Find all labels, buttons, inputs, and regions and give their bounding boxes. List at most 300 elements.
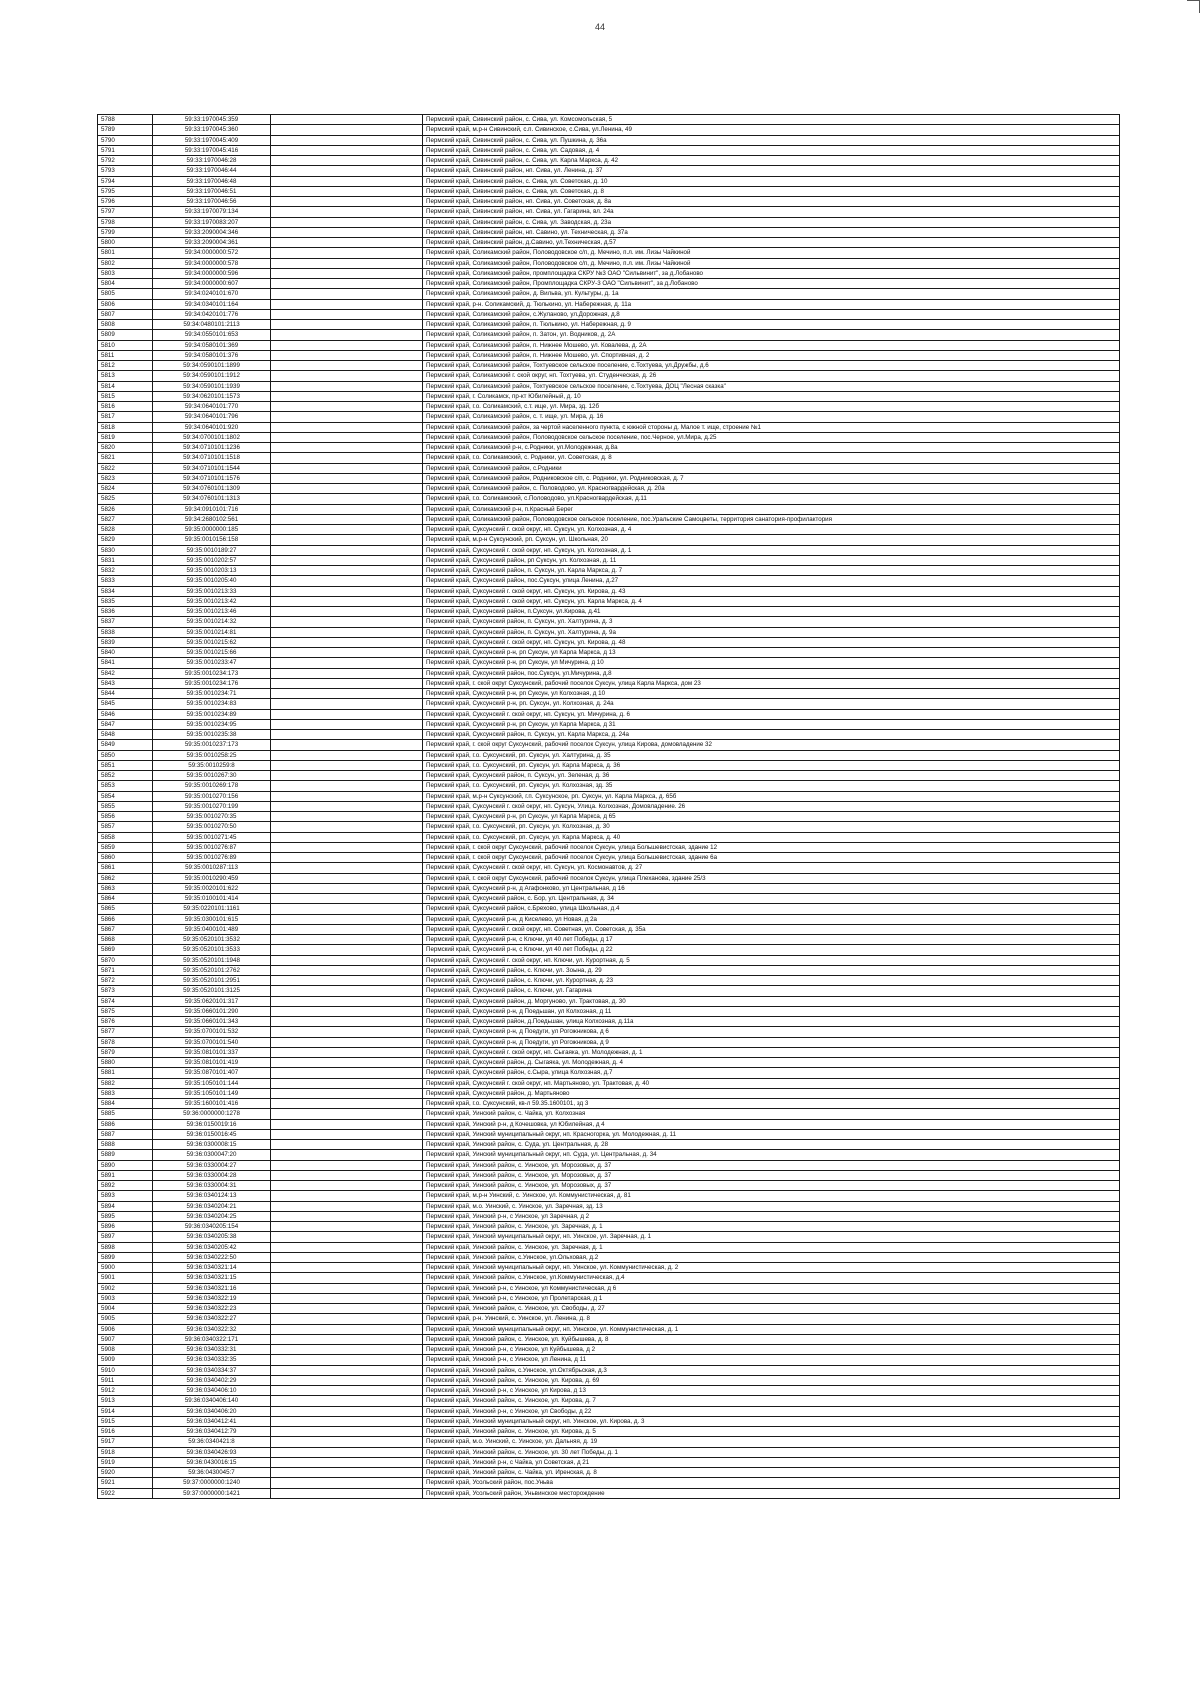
cadastral-number: 59:36:0340321:16 xyxy=(153,1283,271,1293)
table-row xyxy=(98,145,1120,155)
empty-cell xyxy=(271,1181,423,1191)
cadastral-number: 59:35:0010213:33 xyxy=(153,586,271,596)
empty-cell xyxy=(271,1406,423,1416)
cadastral-number: 59:34:0000000:578 xyxy=(153,258,271,268)
row-number: 5803 xyxy=(98,268,153,278)
cadastral-number: 59:34:2680102:561 xyxy=(153,514,271,524)
cadastral-number: 59:35:0010270:199 xyxy=(153,801,271,811)
empty-cell xyxy=(271,740,423,750)
address: Пермский край, Сивинский район, нп. Сива, ул. Советская, д. 8а xyxy=(423,197,1120,207)
cadastral-number: 59:36:0340322:19 xyxy=(153,1293,271,1303)
table-row xyxy=(98,238,1120,248)
row-number: 5893 xyxy=(98,1191,153,1201)
empty-cell xyxy=(271,371,423,381)
table-row xyxy=(98,197,1120,207)
empty-cell xyxy=(271,309,423,319)
empty-cell xyxy=(271,422,423,432)
row-number: 5921 xyxy=(98,1478,153,1488)
table-row xyxy=(98,432,1120,442)
table-row xyxy=(98,596,1120,606)
cadastral-number: 59:34:0710101:1576 xyxy=(153,473,271,483)
table-row xyxy=(98,320,1120,330)
cadastral-number: 59:36:0340332:35 xyxy=(153,1355,271,1365)
address: Пермский край, Соликамский район, Половодовское сельское поселение, пос.Черное, ул.Мира, д.25 xyxy=(423,432,1120,442)
cadastral-number: 59:36:0300008:15 xyxy=(153,1140,271,1150)
row-number: 5793 xyxy=(98,166,153,176)
row-number: 5878 xyxy=(98,1037,153,1047)
row-number: 5835 xyxy=(98,596,153,606)
address: Пермский край, Суксунский г. ской округ, нп. Суксун, ул. Кирова, д. 48 xyxy=(423,637,1120,647)
address: Пермский край, Сивинский район, нп. Сива, ул. Ленина, д. 37 xyxy=(423,166,1120,176)
cadastral-number: 59:37:0000000:1421 xyxy=(153,1488,271,1498)
address: Пермский край, Суксунский р-н, рп Суксун, ул Карла Маркса, д 13 xyxy=(423,648,1120,658)
cadastral-number: 59:36:0330004:28 xyxy=(153,1170,271,1180)
cadastral-number: 59:36:0300047:20 xyxy=(153,1150,271,1160)
address: Пермский край, Суксунский район, рп Суксун, ул. Колхозная, д. 11 xyxy=(423,555,1120,565)
row-number: 5917 xyxy=(98,1437,153,1447)
table-row xyxy=(98,371,1120,381)
empty-cell xyxy=(271,258,423,268)
address: Пермский край, г.о. Суксунский, рп. Суксун, ул. Карла Маркса, д. 40 xyxy=(423,832,1120,842)
table-row xyxy=(98,637,1120,647)
empty-cell xyxy=(271,176,423,186)
page-number: 44 xyxy=(594,22,605,32)
cadastral-number: 59:34:0910101:716 xyxy=(153,504,271,514)
cadastral-number: 59:35:0520101:2951 xyxy=(153,976,271,986)
table-row xyxy=(98,1334,1120,1344)
address: Пермский край, Соликамский район, Промплощадка СКРУ-3 ОАО "Сильвинит", за д.Лобаново xyxy=(423,279,1120,289)
row-number: 5867 xyxy=(98,924,153,934)
row-number: 5897 xyxy=(98,1232,153,1242)
row-number: 5789 xyxy=(98,125,153,135)
cadastral-number: 59:35:0010237:173 xyxy=(153,740,271,750)
row-number: 5853 xyxy=(98,781,153,791)
table-row xyxy=(98,801,1120,811)
row-number: 5901 xyxy=(98,1273,153,1283)
cadastral-number: 59:35:0810101:419 xyxy=(153,1058,271,1068)
row-number: 5907 xyxy=(98,1334,153,1344)
empty-cell xyxy=(271,822,423,832)
row-number: 5834 xyxy=(98,586,153,596)
row-number: 5845 xyxy=(98,699,153,709)
cadastral-number: 59:35:0520101:3532 xyxy=(153,935,271,945)
cadastral-number: 59:34:0590101:1939 xyxy=(153,381,271,391)
cadastral-number: 59:35:0010234:71 xyxy=(153,689,271,699)
table-row xyxy=(98,1273,1120,1283)
row-number: 5881 xyxy=(98,1068,153,1078)
table-row xyxy=(98,135,1120,145)
address: Пермский край, Уинский район, с.Уинское, ул.Октябрьская, д.3 xyxy=(423,1365,1120,1375)
table-row xyxy=(98,730,1120,740)
table-row xyxy=(98,125,1120,135)
empty-cell xyxy=(271,1201,423,1211)
empty-cell xyxy=(271,1058,423,1068)
row-number: 5805 xyxy=(98,289,153,299)
table-row xyxy=(98,576,1120,586)
row-number: 5799 xyxy=(98,227,153,237)
empty-cell xyxy=(271,791,423,801)
table-row xyxy=(98,217,1120,227)
row-number: 5804 xyxy=(98,279,153,289)
empty-cell xyxy=(271,268,423,278)
page-corner-mark xyxy=(1187,0,1200,13)
cadastral-number: 59:36:0340322:171 xyxy=(153,1334,271,1344)
row-number: 5863 xyxy=(98,883,153,893)
table-row xyxy=(98,1468,1120,1478)
row-number: 5820 xyxy=(98,443,153,453)
cadastral-number: 59:36:0340321:15 xyxy=(153,1273,271,1283)
cadastral-number: 59:35:0010234:173 xyxy=(153,668,271,678)
cadastral-number: 59:35:0010259:8 xyxy=(153,760,271,770)
empty-cell xyxy=(271,1304,423,1314)
empty-cell xyxy=(271,381,423,391)
cadastral-number: 59:36:0340406:20 xyxy=(153,1406,271,1416)
row-number: 5798 xyxy=(98,217,153,227)
table-row xyxy=(98,750,1120,760)
empty-cell xyxy=(271,965,423,975)
cadastral-number: 59:35:1600101:416 xyxy=(153,1099,271,1109)
address: Пермский край, Сивинский район, с. Сива, ул. Советская, д. 8 xyxy=(423,186,1120,196)
empty-cell xyxy=(271,1211,423,1221)
empty-cell xyxy=(271,750,423,760)
table-row xyxy=(98,186,1120,196)
empty-cell xyxy=(271,463,423,473)
address: Пермский край, Суксунский г. ской округ, нп. Суксун, ул. Колхозная, д. 1 xyxy=(423,545,1120,555)
cadastral-number: 59:34:0760101:1313 xyxy=(153,494,271,504)
empty-cell xyxy=(271,812,423,822)
table-row xyxy=(98,268,1120,278)
row-number: 5811 xyxy=(98,350,153,360)
table-row xyxy=(98,1447,1120,1457)
address: Пермский край, Соликамский район, Половодовское с/п, д. Мечино, п.л. им. Лизы Чайкиной xyxy=(423,248,1120,258)
row-number: 5819 xyxy=(98,432,153,442)
address: Пермский край, г.о. Соликамский, с.т. ище, ул. Мира, зд. 12б xyxy=(423,402,1120,412)
cadastral-number: 59:34:0580101:369 xyxy=(153,340,271,350)
table-row xyxy=(98,412,1120,422)
row-number: 5816 xyxy=(98,402,153,412)
address: Пермский край, Соликамский район, Половодовское сельское поселение, пос.Уральские Самоцветы, территория санатория-профилактория xyxy=(423,514,1120,524)
empty-cell xyxy=(271,545,423,555)
row-number: 5870 xyxy=(98,955,153,965)
address: Пермский край, Усольский район, пос.Уньва xyxy=(423,1478,1120,1488)
address: Пермский край, Суксунский район, п. Суксун, ул. Зеленая, д. 36 xyxy=(423,771,1120,781)
row-number: 5808 xyxy=(98,320,153,330)
cadastral-number: 59:35:0010214:81 xyxy=(153,627,271,637)
empty-cell xyxy=(271,1109,423,1119)
address: Пермский край, Уинский район, с.Уинское, ул.Ольховая, д.2 xyxy=(423,1252,1120,1262)
address: Пермский край, Уинский р-н, с Уинское, ул Ленина, д 11 xyxy=(423,1355,1120,1365)
address: Пермский край, Уинский р-н, с Уинское, ул Коммунистическая, д 6 xyxy=(423,1283,1120,1293)
cadastral-number: 59:35:0010276:87 xyxy=(153,842,271,852)
empty-cell xyxy=(271,904,423,914)
cadastral-number: 59:35:0700101:532 xyxy=(153,1027,271,1037)
address: Пермский край, Уинский район, с. Уинское, ул. Морозовых, д. 37 xyxy=(423,1160,1120,1170)
address: Пермский край, г.о. Суксунский, рп. Суксун, ул. Колхозная, д. 30 xyxy=(423,822,1120,832)
table-row xyxy=(98,1345,1120,1355)
address: Пермский край, Суксунский р-н, рп Суксун, ул Мичурина, д 10 xyxy=(423,658,1120,668)
row-number: 5882 xyxy=(98,1078,153,1088)
empty-cell xyxy=(271,1068,423,1078)
cadastral-number: 59:36:0340205:38 xyxy=(153,1232,271,1242)
cadastral-number: 59:35:0010205:40 xyxy=(153,576,271,586)
empty-cell xyxy=(271,914,423,924)
row-number: 5800 xyxy=(98,238,153,248)
row-number: 5920 xyxy=(98,1468,153,1478)
table-row xyxy=(98,350,1120,360)
row-number: 5848 xyxy=(98,730,153,740)
empty-cell xyxy=(271,227,423,237)
row-number: 5866 xyxy=(98,914,153,924)
row-number: 5877 xyxy=(98,1027,153,1037)
row-number: 5918 xyxy=(98,1447,153,1457)
address: Пермский край, Уинский муниципальный округ, нп. Суда, ул. Центральная, д. 34 xyxy=(423,1150,1120,1160)
address: Пермский край, Суксунский район, пос.Суксун, улица Ленина, д.27 xyxy=(423,576,1120,586)
empty-cell xyxy=(271,883,423,893)
table-row xyxy=(98,1263,1120,1273)
empty-cell xyxy=(271,1345,423,1355)
table-row xyxy=(98,1375,1120,1385)
row-number: 5830 xyxy=(98,545,153,555)
address: Пермский край, Суксунский район, п. Суксун, ул. Карла Маркса, д. 24а xyxy=(423,730,1120,740)
cadastral-number: 59:33:1970079:134 xyxy=(153,207,271,217)
cadastral-number: 59:35:0010234:95 xyxy=(153,719,271,729)
table-row xyxy=(98,1160,1120,1170)
cadastral-number: 59:34:0710101:1544 xyxy=(153,463,271,473)
empty-cell xyxy=(271,771,423,781)
cadastral-number: 59:34:0000000:572 xyxy=(153,248,271,258)
row-number: 5810 xyxy=(98,340,153,350)
cadastral-number: 59:35:0010269:178 xyxy=(153,781,271,791)
cadastral-number: 59:36:0340332:31 xyxy=(153,1345,271,1355)
cadastral-number: 59:35:0010290:459 xyxy=(153,873,271,883)
row-number: 5880 xyxy=(98,1058,153,1068)
address: Пермский край, Суксунский г. ской округ, нп. Сыгаяка, ул. Молодежная, д. 1 xyxy=(423,1047,1120,1057)
empty-cell xyxy=(271,217,423,227)
table-row xyxy=(98,422,1120,432)
address: Пермский край, м.р-н Уинский, с. Уинское, ул. Коммунистическая, д. 81 xyxy=(423,1191,1120,1201)
address: Пермский край, Соликамский р-н, с.Родники, ул.Молодежная, д.8а xyxy=(423,443,1120,453)
cadastral-number: 59:34:0640101:796 xyxy=(153,412,271,422)
empty-cell xyxy=(271,186,423,196)
cadastral-number: 59:34:0640101:920 xyxy=(153,422,271,432)
row-number: 5886 xyxy=(98,1119,153,1129)
table-row xyxy=(98,965,1120,975)
row-number: 5796 xyxy=(98,197,153,207)
empty-cell xyxy=(271,719,423,729)
address: Пермский край, Соликамский район, п. Нижнее Мошево, ул. Ковалева, д. 2А xyxy=(423,340,1120,350)
address: Пермский край, г.о. Суксунский, рп. Суксун, ул. Колхозная, зд. 35 xyxy=(423,781,1120,791)
address: Пермский край, Уинский район, с. Уинское, ул. Кирова, д. 5 xyxy=(423,1427,1120,1437)
table-row xyxy=(98,1181,1120,1191)
address: Пермский край, Суксунский р-н, рп Суксун, ул Колхозная, д 10 xyxy=(423,689,1120,699)
cadastral-number: 59:36:0340412:41 xyxy=(153,1416,271,1426)
cadastral-number: 59:36:0000000:1278 xyxy=(153,1109,271,1119)
row-number: 5795 xyxy=(98,186,153,196)
table-row xyxy=(98,248,1120,258)
table-row xyxy=(98,156,1120,166)
table-row xyxy=(98,1355,1120,1365)
table-row xyxy=(98,658,1120,668)
row-number: 5831 xyxy=(98,555,153,565)
address: Пермский край, Суксунский район, д. Моргуново, ул. Трактовая, д. 30 xyxy=(423,996,1120,1006)
empty-cell xyxy=(271,115,423,125)
row-number: 5862 xyxy=(98,873,153,883)
row-number: 5890 xyxy=(98,1160,153,1170)
empty-cell xyxy=(271,340,423,350)
empty-cell xyxy=(271,668,423,678)
empty-cell xyxy=(271,566,423,576)
empty-cell xyxy=(271,1129,423,1139)
empty-cell xyxy=(271,648,423,658)
cadastral-number: 59:35:0020101:622 xyxy=(153,883,271,893)
address: Пермский край, г. ской округ Суксунский, рабочий поселок Суксун, улица Большевистская, здание 12 xyxy=(423,842,1120,852)
row-number: 5891 xyxy=(98,1170,153,1180)
empty-cell xyxy=(271,1427,423,1437)
row-number: 5832 xyxy=(98,566,153,576)
table-row xyxy=(98,699,1120,709)
table-row xyxy=(98,484,1120,494)
table-row xyxy=(98,1201,1120,1211)
cadastral-number: 59:36:0340421:8 xyxy=(153,1437,271,1447)
empty-cell xyxy=(271,1150,423,1160)
address: Пермский край, Уинский район, с. Уинское, ул. Свободы, д. 27 xyxy=(423,1304,1120,1314)
empty-cell xyxy=(271,832,423,842)
address: Пермский край, Уинский район, с. Уинское, ул. Кирова, д. 69 xyxy=(423,1375,1120,1385)
row-number: 5836 xyxy=(98,607,153,617)
cadastral-number: 59:35:0010203:13 xyxy=(153,566,271,576)
table-row xyxy=(98,309,1120,319)
table-row xyxy=(98,709,1120,719)
table-row xyxy=(98,1457,1120,1467)
row-number: 5875 xyxy=(98,1006,153,1016)
row-number: 5825 xyxy=(98,494,153,504)
cadastral-number: 59:35:0010270:35 xyxy=(153,812,271,822)
row-number: 5792 xyxy=(98,156,153,166)
address: Пермский край, г. ской округ Суксунский, рабочий поселок Суксун, улица Плеханова, здание 25/3 xyxy=(423,873,1120,883)
address: Пермский край, Уинский район, с. Уинское, ул. Морозовых, д. 37 xyxy=(423,1181,1120,1191)
address: Пермский край, Уинский район, с. Уинское, ул. Заречная, д. 1 xyxy=(423,1242,1120,1252)
empty-cell xyxy=(271,1488,423,1498)
table-row xyxy=(98,1047,1120,1057)
cadastral-number: 59:35:0010267:30 xyxy=(153,771,271,781)
cadastral-number: 59:35:0010233:47 xyxy=(153,658,271,668)
empty-cell xyxy=(271,1457,423,1467)
empty-cell xyxy=(271,1140,423,1150)
cadastral-number: 59:33:2090004:346 xyxy=(153,227,271,237)
table-row xyxy=(98,648,1120,658)
empty-cell xyxy=(271,596,423,606)
empty-cell xyxy=(271,1006,423,1016)
cadastral-number: 59:35:0010213:46 xyxy=(153,607,271,617)
cadastral-number: 59:36:0330004:27 xyxy=(153,1160,271,1170)
address: Пермский край, Уинский р-н, с Уинское, ул Куйбышева, д 2 xyxy=(423,1345,1120,1355)
address: Пермский край, Уинский р-н, д Кочешовка, ул Юбилейная, д 4 xyxy=(423,1119,1120,1129)
cadastral-number: 59:34:0480101:2113 xyxy=(153,320,271,330)
address: Пермский край, Сивинский район, с. Сива, ул. Заводская, д. 23а xyxy=(423,217,1120,227)
cadastral-number: 59:35:1050101:144 xyxy=(153,1078,271,1088)
cadastral-number: 59:34:0340101:164 xyxy=(153,299,271,309)
address: Пермский край, Соликамский район, с. Половодово, ул. Красногвардейская, д. 20а xyxy=(423,484,1120,494)
table-row xyxy=(98,791,1120,801)
row-number: 5859 xyxy=(98,842,153,852)
address: Пермский край, Соликамский район, п. Тюлькино, ул. Набережная, д. 9 xyxy=(423,320,1120,330)
empty-cell xyxy=(271,1447,423,1457)
row-number: 5855 xyxy=(98,801,153,811)
table-row xyxy=(98,1211,1120,1221)
table-row xyxy=(98,525,1120,535)
cadastral-number: 59:34:0590101:1899 xyxy=(153,361,271,371)
empty-cell xyxy=(271,350,423,360)
address: Пермский край, г. ской округ Суксунский, рабочий поселок Суксун, улица Карла Маркса, дом 23 xyxy=(423,678,1120,688)
cadastral-number: 59:35:0220101:1161 xyxy=(153,904,271,914)
address: Пермский край, Соликамский район, с.Родники xyxy=(423,463,1120,473)
table-row xyxy=(98,822,1120,832)
cadastral-number: 59:34:0640101:770 xyxy=(153,402,271,412)
table-row xyxy=(98,863,1120,873)
cadastral-number: 59:35:0810101:337 xyxy=(153,1047,271,1057)
table-row xyxy=(98,607,1120,617)
empty-cell xyxy=(271,361,423,371)
cadastral-number: 59:35:0870101:407 xyxy=(153,1068,271,1078)
row-number: 5872 xyxy=(98,976,153,986)
row-number: 5791 xyxy=(98,145,153,155)
address: Пермский край, Суксунский район, д. Сыгаяка, ул. Молодежная, д. 4 xyxy=(423,1058,1120,1068)
address: Пермский край, м.о. Уинский, с. Уинское, ул. Заречная, зд. 13 xyxy=(423,1201,1120,1211)
cadastral-number: 59:33:1970045:416 xyxy=(153,145,271,155)
table-row xyxy=(98,299,1120,309)
cadastral-number: 59:34:0580101:376 xyxy=(153,350,271,360)
empty-cell xyxy=(271,1283,423,1293)
cadastral-number: 59:36:0340406:10 xyxy=(153,1386,271,1396)
cadastral-number: 59:37:0000000:1240 xyxy=(153,1478,271,1488)
cadastral-number: 59:35:0520101:3533 xyxy=(153,945,271,955)
empty-cell xyxy=(271,1437,423,1447)
address: Пермский край, Соликамский район, промплощадка СКРУ №3 ОАО "Сильвинит", за д.Лобаново xyxy=(423,268,1120,278)
address: Пермский край, Уинский район, с. Уинское, ул. Морозовых, д. 37 xyxy=(423,1170,1120,1180)
address: Пермский край, м.р-н Суксунский, г.п. Суксунское, рп. Суксун, ул. Карла Маркса, д. 65б xyxy=(423,791,1120,801)
table-body xyxy=(98,115,1120,1499)
cadastral-number: 59:35:0010258:25 xyxy=(153,750,271,760)
cadastral-number: 59:36:0340322:23 xyxy=(153,1304,271,1314)
table-row xyxy=(98,740,1120,750)
row-number: 5794 xyxy=(98,176,153,186)
empty-cell xyxy=(271,955,423,965)
empty-cell xyxy=(271,1324,423,1334)
cadastral-number: 59:36:0340205:154 xyxy=(153,1222,271,1232)
row-number: 5892 xyxy=(98,1181,153,1191)
table-row xyxy=(98,678,1120,688)
table-row xyxy=(98,443,1120,453)
address: Пермский край, Уинский муниципальный округ, нп. Уинское, ул. Коммунистическая, д. 1 xyxy=(423,1324,1120,1334)
address: Пермский край, Суксунский р-н, д Киселево, ул Новая, д 2а xyxy=(423,914,1120,924)
address: Пермский край, Суксунский р-н, д Агафонково, ул Центральная, д 16 xyxy=(423,883,1120,893)
row-number: 5821 xyxy=(98,453,153,463)
row-number: 5857 xyxy=(98,822,153,832)
row-number: 5838 xyxy=(98,627,153,637)
row-number: 5806 xyxy=(98,299,153,309)
cadastral-number: 59:36:0340124:13 xyxy=(153,1191,271,1201)
table-row xyxy=(98,361,1120,371)
empty-cell xyxy=(271,1222,423,1232)
empty-cell xyxy=(271,1027,423,1037)
empty-cell xyxy=(271,863,423,873)
row-number: 5788 xyxy=(98,115,153,125)
address: Пермский край, Уинский район, с. Уинское, ул. Заречная, д. 1 xyxy=(423,1222,1120,1232)
address: Пермский край, Суксунский район, д. Мартьяново xyxy=(423,1088,1120,1098)
table-row xyxy=(98,1386,1120,1396)
empty-cell xyxy=(271,1334,423,1344)
row-number: 5865 xyxy=(98,904,153,914)
